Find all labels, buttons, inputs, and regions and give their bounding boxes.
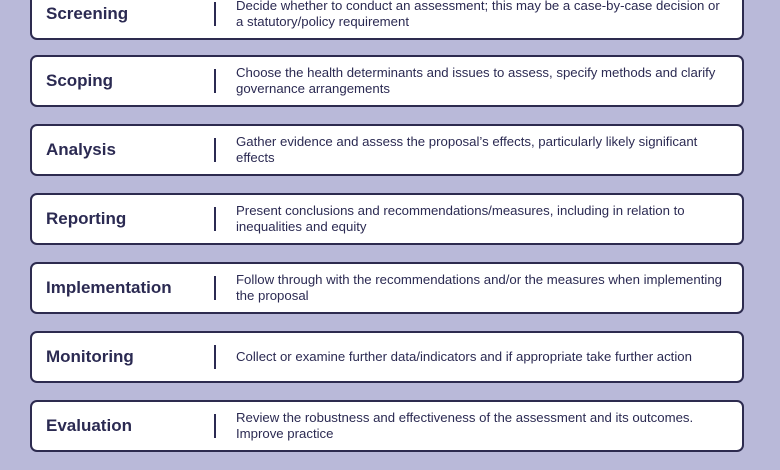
step-divider xyxy=(214,207,216,231)
step-reporting xyxy=(30,193,744,245)
step-description: Decide whether to conduct an assessment; this may be a case-by-case decision or a statutory/policy requirement xyxy=(236,0,720,29)
step-scoping xyxy=(30,55,744,107)
step-divider xyxy=(214,69,216,93)
step-title: Screening xyxy=(46,4,129,23)
step-description: Choose the health determinants and issues to assess, specify methods and clarify governance arrangements xyxy=(236,65,716,96)
step-description: Gather evidence and assess the proposal’s effects, particularly likely significant effects xyxy=(236,134,698,165)
step-description: Present conclusions and recommendations/measures, including in relation to inequalities and equity xyxy=(236,203,685,234)
step-implementation xyxy=(30,262,744,314)
step-title: Analysis xyxy=(46,140,116,159)
step-divider xyxy=(214,2,216,26)
step-evaluation xyxy=(30,400,744,452)
step-description: Review the robustness and effectiveness of the assessment and its outcomes. Improve practice xyxy=(236,410,694,441)
step-title: Evaluation xyxy=(46,416,132,435)
step-title: Monitoring xyxy=(46,347,134,366)
step-monitoring xyxy=(30,331,744,383)
step-title: Scoping xyxy=(46,71,114,90)
step-description: Collect or examine further data/indicators and if appropriate take further action xyxy=(236,349,692,364)
step-screening xyxy=(30,0,744,40)
step-divider xyxy=(214,414,216,438)
step-divider xyxy=(214,276,216,300)
step-description: Follow through with the recommendations and/or the measures when implementing the proposal xyxy=(236,272,722,303)
step-analysis xyxy=(30,124,744,176)
step-divider xyxy=(214,138,216,162)
step-title: Implementation xyxy=(46,278,172,297)
step-title: Reporting xyxy=(46,209,127,228)
step-divider xyxy=(214,345,216,369)
